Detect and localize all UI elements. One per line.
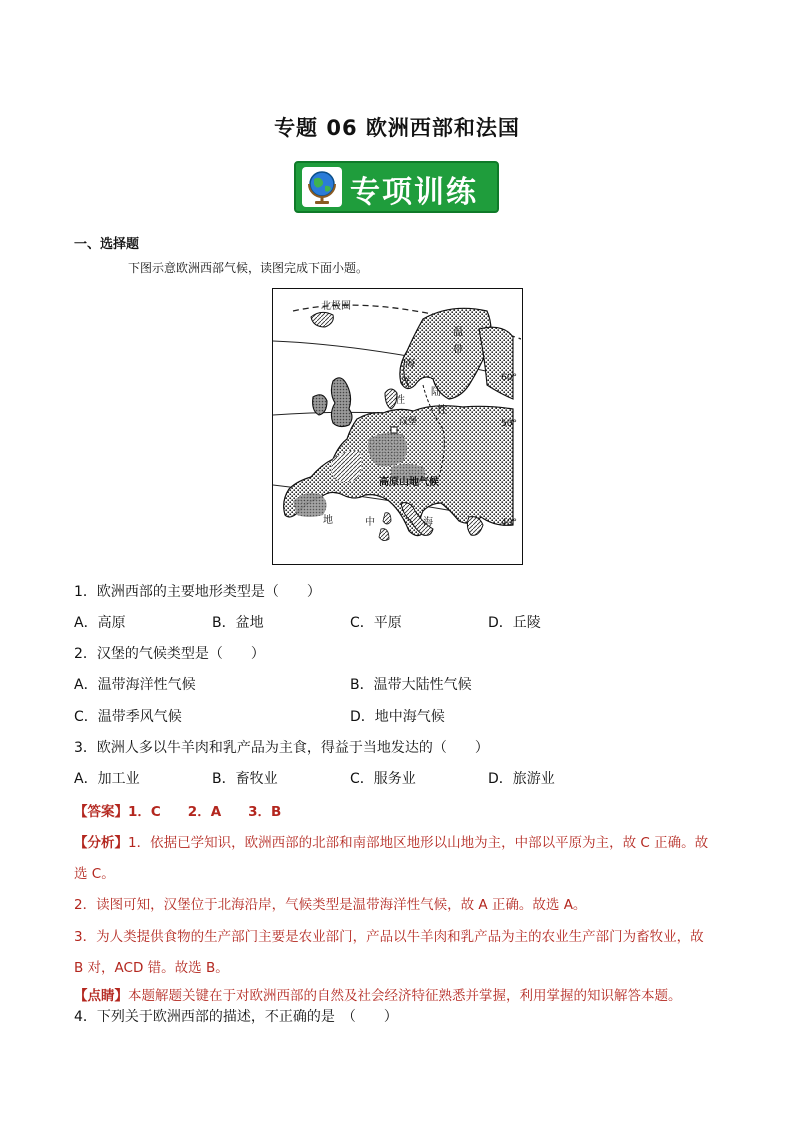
q1-option-c[interactable]: C．平原: [350, 615, 402, 631]
q3-option-a[interactable]: A．加工业: [74, 771, 140, 787]
question-intro: 下图示意欧洲西部气候，读图完成下面小题。: [128, 261, 369, 275]
analysis-p1b: 选 C。: [74, 866, 115, 882]
question-4-stem: 4．下列关于欧洲西部的描述，不正确的是 （ ）: [74, 1009, 398, 1025]
label-lat-40: 40°: [501, 518, 517, 528]
q2-option-d[interactable]: D．地中海气候: [350, 709, 445, 725]
analysis-p1a: 1．依据已学知识，欧洲西部的北部和南部地区地形以山地为主，中部以平原为主，故 C 正确。故: [128, 835, 709, 851]
comment-text: 本题解题关键在于对欧洲西部的自然及社会经济特征熟悉并掌握，利用掌握的知识解答本题。: [128, 988, 682, 1004]
analysis-label: 【分析】: [74, 835, 128, 851]
label-temperate-1: 温: [453, 327, 463, 338]
label-ocean-1: 海: [405, 359, 415, 370]
answer-line: [74, 800, 281, 820]
page-title: 专题 06 欧洲西部和法国: [274, 116, 520, 140]
label-temperate-2: 带: [453, 345, 463, 356]
label-continental-1: 陆: [431, 387, 441, 398]
label-arctic-circle: 北极圈: [321, 301, 351, 312]
iceland-land: [311, 312, 333, 327]
europe-climate-map: [272, 288, 523, 565]
label-ocean-3: 性: [395, 395, 405, 406]
question-3-stem: 3．欧洲人多以牛羊肉和乳产品为主食，得益于当地发达的（ ）: [74, 740, 489, 756]
badge-label: 专项训练: [350, 175, 478, 210]
label-med-3: 海: [423, 517, 433, 528]
analysis-p3a: 3．为人类提供食物的生产部门主要是农业部门，产品以牛羊肉和乳产品为主的农业生产部门为畜牧业，故: [74, 929, 704, 945]
q3-option-c[interactable]: C．服务业: [350, 771, 416, 787]
q3-option-d[interactable]: D．旅游业: [488, 771, 555, 787]
q1-option-d[interactable]: D．丘陵: [488, 615, 541, 631]
answer-text: 1．C 2．A 3．B: [128, 804, 282, 820]
q1-option-a[interactable]: A．高原: [74, 615, 126, 631]
label-lat-60: 60°: [501, 373, 517, 383]
label-hamburg: 汉堡: [399, 417, 418, 427]
q2-option-a[interactable]: A．温带海洋性气候: [74, 677, 196, 693]
great-britain-land: [331, 378, 352, 427]
q3-option-b[interactable]: B．畜牧业: [212, 771, 278, 787]
q2-option-b[interactable]: B．温带大陆性气候: [350, 677, 472, 693]
analysis-p2: 2．读图可知，汉堡位于北海沿岸，气候类型是温带海洋性气候，故 A 正确。故选 A。: [74, 897, 587, 913]
scandinavia-land: [400, 308, 491, 399]
topic-badge: [294, 161, 499, 213]
analysis-line-1: [74, 831, 708, 851]
analysis-p3b: B 对，ACD 错。故选 B。: [74, 960, 229, 976]
comment-label: 【点睛】: [74, 988, 128, 1004]
globe-icon: [302, 167, 342, 207]
label-lat-50: 50°: [501, 419, 517, 429]
hamburg-marker: [391, 427, 397, 433]
label-continental-2: 性: [437, 405, 447, 416]
label-alpine-climate: 高原山地气候: [379, 477, 439, 488]
label-med-2: 中: [365, 517, 375, 528]
section-heading: 一、选择题: [74, 237, 140, 252]
q2-option-c[interactable]: C．温带季风气候: [74, 709, 182, 725]
question-2-stem: 2．汉堡的气候类型是（ ）: [74, 646, 265, 662]
label-med-1: 地: [323, 515, 333, 526]
comment-line: [74, 984, 682, 1004]
q1-option-b[interactable]: B．盆地: [212, 615, 264, 631]
ireland-land: [313, 395, 327, 415]
answer-label: 【答案】: [74, 804, 128, 820]
label-ocean-2: 洋: [401, 377, 411, 388]
question-1-stem: 1．欧洲西部的主要地形类型是（ ）: [74, 584, 321, 600]
